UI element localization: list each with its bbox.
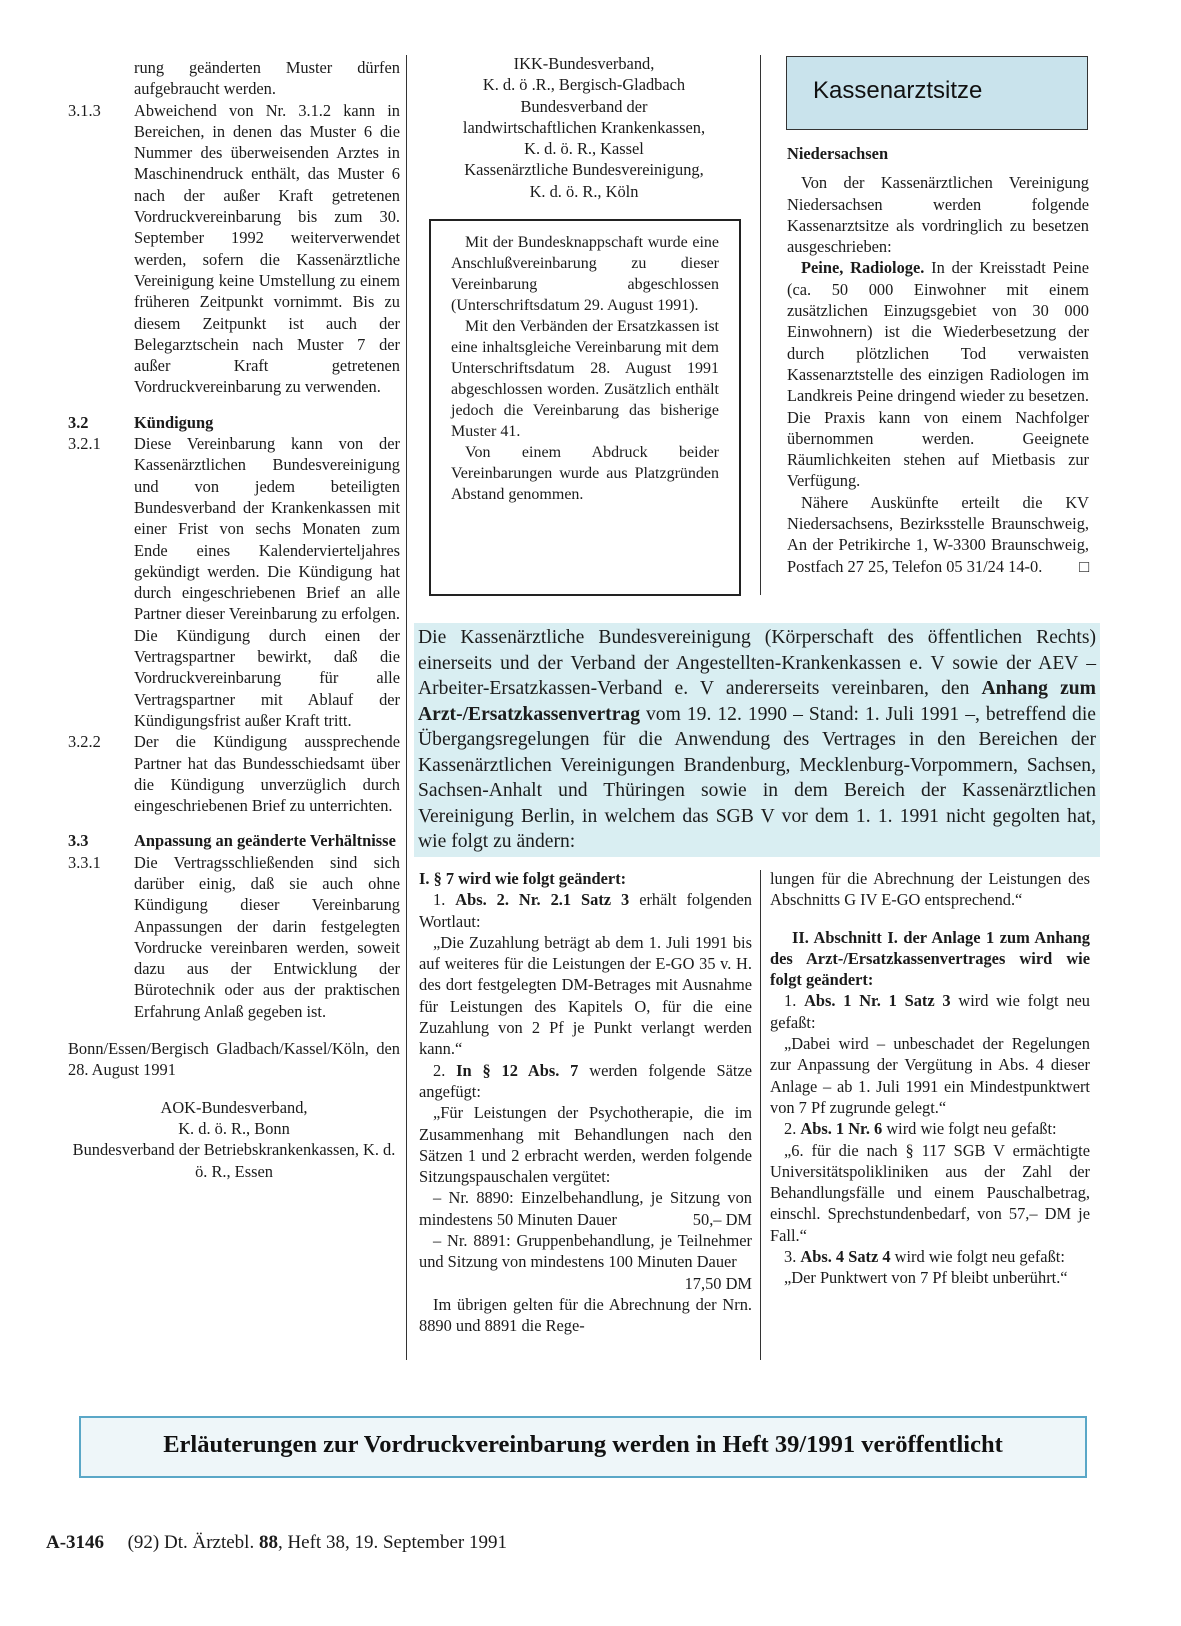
section-3-3-heading [68,830,400,851]
section-3-2-heading [68,412,400,433]
signature-line: Bundesverband der [520,96,648,116]
section-3-2-1 [68,433,400,731]
signatories-block [418,53,750,202]
note-paragraph: Mit der Bundesknappschaft wurde eine Anschlußvereinbarung zu dieser Vereinbarung abgeschlossen (Unterschriftsdatum 29. August 1991). [451,234,719,314]
paragraph: 2. Abs. 1 Nr. 6 wird wie folgt neu gefaßt: [784,1119,1057,1139]
fee-item: – Nr. 8891: Gruppenbehandlung, je Teilnehmer und Sitzung von mindestens 100 Minuten Dauer 17,50 DM [419,1231,752,1293]
column-divider [760,55,761,595]
banner-text: Erläuterungen zur Vordruckvereinbarung werden in Heft 39/1991 veröffentlicht [163,1431,1003,1458]
quote: „6. für die nach § 117 SGB V ermächtigte Universitätspolikliniken aus der Zahl der Behandlungsfälle und einem Pauschalbetrag, einschl. Sprechstundenbedarf, von 57,– DM je Fall.“ [770,1140,1090,1245]
signature-line: IKK-Bundesverband, [513,54,655,73]
signature-line: K. d. ö. R., Kassel [524,139,644,159]
column-divider [406,55,407,1360]
section-3-1-3 [68,100,400,398]
amendments-part2 [770,868,1090,1289]
signature-line: K. d. ö. R., Bonn [178,1118,290,1138]
list-item [68,57,400,100]
quote: „Die Zuzahlung beträgt ab dem 1. Juli 1991 bis auf weiteres für die Leistungen der E-GO 35 v. H. des dort festgelegten DM-Betrages mit Ausnahme für Leistungen des Kapitels O, für die eine Zuzahlung von 2 Pf je Punkt verlangt werden kann.“ [419,932,752,1059]
section-title: Anpassung an geänderte Verhältnisse [134,831,396,851]
journal-reference: (92) Dt. Ärztebl. 88, Heft 38, 19. September 1991 [127,1532,507,1553]
paragraph: 2. In § 12 Abs. 7 werden folgende Sätze angefügt: [419,1060,753,1101]
section-3-3-1 [68,852,400,1022]
paragraph: rung geänderten Muster dürfen aufgebraucht werden. [134,58,400,99]
end-mark: □ [1079,556,1089,576]
paragraph: Peine, Radiologe. In der Kreisstadt Peine (ca. 50 000 Einwohner mit einem zusätzlichen Einzugsgebiet von 30 000 Einwohnern) ist die Wiederbesetzung der durch plötzlichen Tod verwaisten Kassenarztstelle des einzigen Radiologen im Landkreis Peine dringend wieder zu besetzen. Die Praxis kann von einem Nachfolger übernommen werden. Geeignete Räumlichkeiten stehen auf Mietbasis zur Verfügung. [787,258,1089,491]
section-number: 3.3 [68,831,89,851]
signature-line: K. d. ö. R., Köln [529,181,639,201]
paragraph: 3. Abs. 4 Satz 4 wird wie folgt neu gefaßt: [784,1247,1065,1267]
signature-line: landwirtschaftlichen Krankenkassen, [462,117,706,137]
left-column [68,57,400,1182]
section-3-2-2 [68,731,400,816]
quote: „Für Leistungen der Psychotherapie, die im Zusammenhang mit Behandlungen nach den Sätzen 1 und 2 erbracht werden, werden folgende Sitzungspauschalen vergütet: [419,1103,752,1187]
section-number: 3.2.1 [68,434,101,454]
announcement-banner [79,1416,1087,1478]
amendment-heading: I. § 7 wird wie folgt geändert: [419,869,627,888]
section-number: 3.2 [68,412,89,432]
paragraph: Diese Vereinbarung kann von der Kassenärztlichen Bundesvereinigung und von jedem beteiligten Bundesverband der Krankenkassen mit einer Frist von sechs Monaten zum Ende eines Kalendervierteljahres gekündigt werden. Die Kündigung hat durch eingeschriebenen Brief an alle Partner dieser Vereinbarung zu erfolgen. Die Kündigung durch einen der Vertragspartner bewirkt, daß die Vordruckvereinbarung für alle Vertragspartner mit Ablauf der Kündigungsfrist außer Kraft tritt. [134,434,400,730]
page-footer [46,1532,507,1554]
note-paragraph: Mit den Verbänden der Ersatzkassen ist eine inhaltsgleiche Vereinbarung mit dem Unterschriftsdatum 28. August 1991 abgeschlossen worden. Zusätzlich enthält jedoch die Vereinbarung das bisherige Muster 41. [451,318,719,440]
quote: „Der Punktwert von 7 Pf bleibt unberührt.“ [784,1268,1068,1288]
region-heading: Niedersachsen [787,144,889,163]
boxed-note [429,219,741,596]
place-date: Bonn/Essen/Bergisch Gladbach/Kassel/Köln, den 28. August 1991 [68,1039,400,1080]
paragraph: Von der Kassenärztlichen Vereinigung Niedersachsen werden folgende Kassenarztsitze als vordringlich zu besetzen ausgeschrieben: [787,173,1089,257]
paragraph: Nähere Auskünfte erteilt die KV Niedersachsens, Bezirksstelle Braunschweig, An der Petrikirche 1, W-3300 Braunschweig, Postfach 27 25, Telefon 05 31/24 14-0. □ [787,492,1089,576]
paragraph: Der die Kündigung aussprechende Partner hat das Bundesschiedsamt über die Kündigung unverzüglich durch eingeschriebenen Brief zu unterrichten. [134,732,400,816]
section-heading: Kassenarztsitze [813,77,983,104]
paragraph: 1. Abs. 1 Nr. 1 Satz 3 wird wie folgt neu gefaßt: [770,991,1090,1032]
signature-line: AOK-Bundesverband, [160,1097,308,1117]
note-paragraph: Von einem Abdruck beider Vereinbarungen wurde aus Platzgründen Abstand genommen. [451,444,719,503]
paragraph: Die Vertragsschließenden sind sich darüber einig, daß sie auch ohne Kündigung dieser Vereinbarung Anpassungen der darin festgelegten Vordrucke vereinbaren werden, soweit dazu aus der Entwicklung der Bürotechnik oder aus der praktischen Erfahrung Anlaß gegeben ist. [134,852,400,1021]
quote: „Dabei wird – unbeschadet der Regelungen zur Anpassung der Vergütung in Abs. 4 dieser Anlage – ab 1. Juli 1991 ein Mindestpunktwert von 7 Pf zugrunde gelegt.“ [770,1034,1090,1117]
signature-line: K. d. ö .R., Bergisch-Gladbach [482,75,686,95]
column-divider [760,870,761,1360]
kassenarztsitze-header [786,56,1088,130]
section-number: 3.3.1 [68,852,101,872]
paragraph: Abweichend von Nr. 3.1.2 kann in Bereichen, in denen das Muster 6 die Nummer des überweisenden Arztes in Maschinendruck enthält, das Muster 6 nach der außer Kraft getretenen Vordruckvereinbarung bis zum 30. September 1992 weiterverwendet werden, sofern die Kassenärztliche Vereinigung keine Umstellung zu einem früheren Zeitpunkt vornimmt. Bis zu diesem Zeitpunkt ist auch der Belegarztschein nach Muster 7 der außer Kraft getretenen Vordruckvereinbarung zu verwenden. [134,100,400,397]
section-number: 3.2.2 [68,732,101,752]
signature-line: Kassenärztliche Bundesvereinigung, [464,160,704,180]
paragraph: Im übrigen gelten für die Abrechnung der Nrn. 8890 und 8891 die Rege- [419,1294,752,1336]
amendments-part1 [419,868,752,1337]
fee-item: – Nr. 8890: Einzelbehandlung, je Sitzung von mindestens 50 Minuten Dauer 50,– DM [419,1188,752,1229]
agreement-intro: Die Kassenärztliche Bundesvereinigung (Körperschaft des öffentlichen Rechts) einerseits und der Verband der Angestellten-Krankenkassen e. V sowie der AEV – Arbeiter-Ersatzkassen-Verband e. V andererseits vereinbaren, den Anhang zum Arzt-/Ersatzkassenvertrag vom 19. 12. 1990 – Stand: 1. Juli 1991 –, betreffend die Übergangsregelungen für die Anwendung des Vertrages in den Bereichen der Kassenärztlichen Vereinigungen Brandenburg, Mecklenburg-Vorpommern, Sachsen, Sachsen-Anhalt und Thüringen sowie in dem Bereich der Kassenärztlichen Vereinigung Berlin, in welchem das SGB V vor dem 1. 1. 1991 nicht gegolten hat, wie folgt zu ändern: [414,623,1100,857]
paragraph: lungen für die Abrechnung der Leistungen des Abschnitts G IV E-GO entsprechend.“ [770,869,1090,910]
section-number: 3.1.3 [68,100,101,120]
kassenarztsitze-body [787,143,1089,577]
paragraph: 1. Abs. 2. Nr. 2.1 Satz 3 erhält folgenden Wortlaut: [419,890,753,931]
section-title: Kündigung [134,412,214,432]
signature-line: Bundesverband der Betriebskrankenkassen, K. d. ö. R., Essen [72,1140,396,1181]
amendment-heading: II. Abschnitt I. der Anlage 1 zum Anhang des Arzt-/Ersatzkassenvertrages wird wie folgt geändert: [770,927,1090,990]
page-number: A-3146 [46,1532,105,1553]
